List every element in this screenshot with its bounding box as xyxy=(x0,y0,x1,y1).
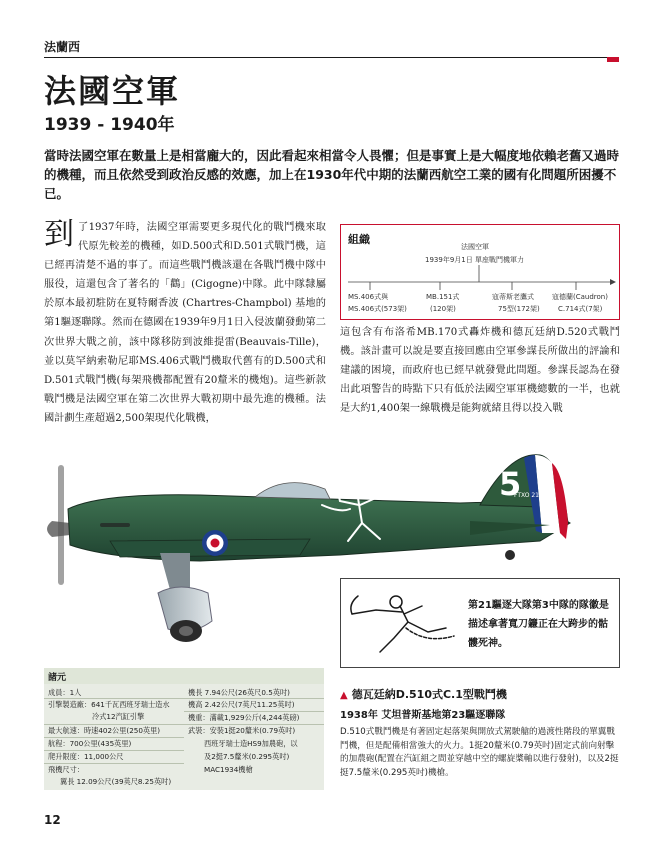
spec-line: 機高 2.42公尺(7英尺11.25英吋) xyxy=(188,700,295,709)
tail-serial: FTXO 219 xyxy=(514,492,543,499)
page-title: 法國空軍 xyxy=(44,72,181,110)
spec-line: 冷式12汽缸引擎 xyxy=(92,712,145,721)
aircraft-title xyxy=(340,686,507,702)
reaper-emblem xyxy=(346,584,462,660)
org-unit-name: 寇蒂斯老鷹式 xyxy=(492,293,534,301)
spec-line: 翼長 12.09公尺(39英尺8.25英吋) xyxy=(60,777,172,786)
spec-rule xyxy=(184,711,324,712)
spec-line: 成員：1人 xyxy=(48,688,82,697)
insignia-caption: 第21驅逐大隊第3中隊的隊徽是描述拿著寬刀鐮正在大跨步的骷髏死神。 xyxy=(468,600,609,649)
org-unit-name: 寇德蘭(Caudron) xyxy=(552,293,608,301)
specs-title: 諸元 xyxy=(48,673,67,683)
spec-rule xyxy=(44,737,184,738)
propeller xyxy=(58,465,64,585)
org-unit-detail: C.714式(7架) xyxy=(558,305,603,313)
org-unit-detail: MS.406式(573架) xyxy=(348,305,407,313)
spec-rule xyxy=(44,724,184,725)
body-column-2: 這包含有布洛希MB.170式轟炸機和德瓦廷納D.520式戰鬥機。該計畫可以說是要直接回應由空軍參謀長所做出的評論和建議的困境，而政府也已經早就發覺此問題。參謀長認為在發出此項警告的時點下只有低於法國空軍軍機總數的一半，也就是大約1,400架一線戰機是能夠就緒且得以投入戰 xyxy=(340,327,620,415)
aircraft-description: D.510式戰鬥機是有著固定起落架與開放式駕駛艙的過渡性階段的單翼戰鬥機，但是配備相當強大的火力。1挺20釐米(0.79英吋)固定式前向射擊的加農砲(配置在汽缸組之間並穿越中空的螺旋槳軸以進行發射)，以及2挺挺7.5釐米(0.295英吋)機槍。 xyxy=(340,727,619,778)
spec-line: 爬升限度：11,000公尺 xyxy=(48,752,124,761)
body-text-1: 了1937年時，法國空軍需要更多現代化的戰鬥機來取代原先較差的機種，如D.500式和D.501式戰鬥機，這已經再清楚不過的事了。而這些戰鬥機該還在各戰鬥機中隊中服役，這還包含了著名的「鸛」(Cigogne)中隊。此中隊隸屬於原本最初駐防在夏特爾香波 (Chartres-Champbol) 基地的第1驅逐聯隊。然而在德國在1939年9月1日入侵波蘭發動第二次世界大戰之前，該中隊移防到波維提雷(Beauvais-Tille)，並以莫罕納索勒尼耶MS.406式戰鬥機取代舊有的D.500式和D.501式戰鬥機(每架飛機都配置有20釐米的機炮)。這些新款戰鬥機是法國空軍在第二次世界大戰初期中最先進的機種。法國計劃生產超過2,500架現代化戰機， xyxy=(44,222,326,424)
spec-rule xyxy=(44,750,184,751)
spec-line: 武裝：安裝1挺20釐米(0.79英吋) xyxy=(188,726,296,735)
spec-rule xyxy=(44,763,184,764)
aircraft-unit: 1938年 艾坦普斯基地第23驅逐聯隊 xyxy=(340,710,506,721)
org-unit-name: MS.406式與 xyxy=(348,293,389,301)
org-root: 法國空軍 xyxy=(461,243,489,251)
org-unit-name: MB.151式 xyxy=(426,293,460,301)
spec-rule xyxy=(184,724,324,725)
page-subtitle: 1939 - 1940年 xyxy=(44,115,175,135)
specs-header xyxy=(44,668,324,684)
intro-paragraph: 當時法國空軍在數量上是相當龐大的，因此看起來相當令人畏懼；但是事實上是大幅度地依賴老舊又過時的機種，而且依然受到政治反感的效應，加上在1930年代中期的法蘭西航空工業的國有化問題所困擾不已。 xyxy=(44,148,620,201)
spec-line: 及2挺7.5釐米(0.295英吋) xyxy=(204,752,290,761)
organization-title: 組織 xyxy=(348,233,370,246)
spec-line: MAC1934機槍 xyxy=(204,765,253,774)
spec-line: 西班牙瑞士造HS9加農砲，以 xyxy=(204,739,298,748)
spec-line: 機重：滿載1,929公斤(4,244英磅) xyxy=(188,713,300,722)
spec-line: 飛機尺寸： xyxy=(48,765,84,774)
org-unit-detail: 75型(172架) xyxy=(498,305,540,313)
landing-gear xyxy=(158,553,212,642)
spec-rule xyxy=(184,698,324,699)
accent-tab xyxy=(607,57,619,62)
tail-code: 5 xyxy=(499,465,522,503)
section-label: 法蘭西 xyxy=(44,40,81,54)
triangle-icon: ▲ xyxy=(340,690,348,701)
spec-line: 航程：700公里(435英里) xyxy=(48,739,132,748)
org-unit-detail: (120架) xyxy=(430,305,456,313)
spec-line: 最大航速：時速402公里(250英里) xyxy=(48,726,161,735)
body-column-1 xyxy=(44,218,326,428)
drop-cap: 到 xyxy=(44,217,74,252)
org-root-sub: 1939年9月1日 單座戰鬥機軍力 xyxy=(425,256,524,264)
spec-rule xyxy=(44,698,184,699)
canopy xyxy=(255,483,330,499)
aircraft-name: 德瓦廷納D.510式C.1型戰鬥機 xyxy=(351,688,507,701)
spec-line: 機長 7.94公尺(26英尺0.5英吋) xyxy=(188,688,290,697)
top-rule xyxy=(44,57,619,58)
page-number: 12 xyxy=(44,813,61,827)
spec-line: 引擎製造廠：641千瓦西班牙瑞士造水 xyxy=(48,700,170,709)
